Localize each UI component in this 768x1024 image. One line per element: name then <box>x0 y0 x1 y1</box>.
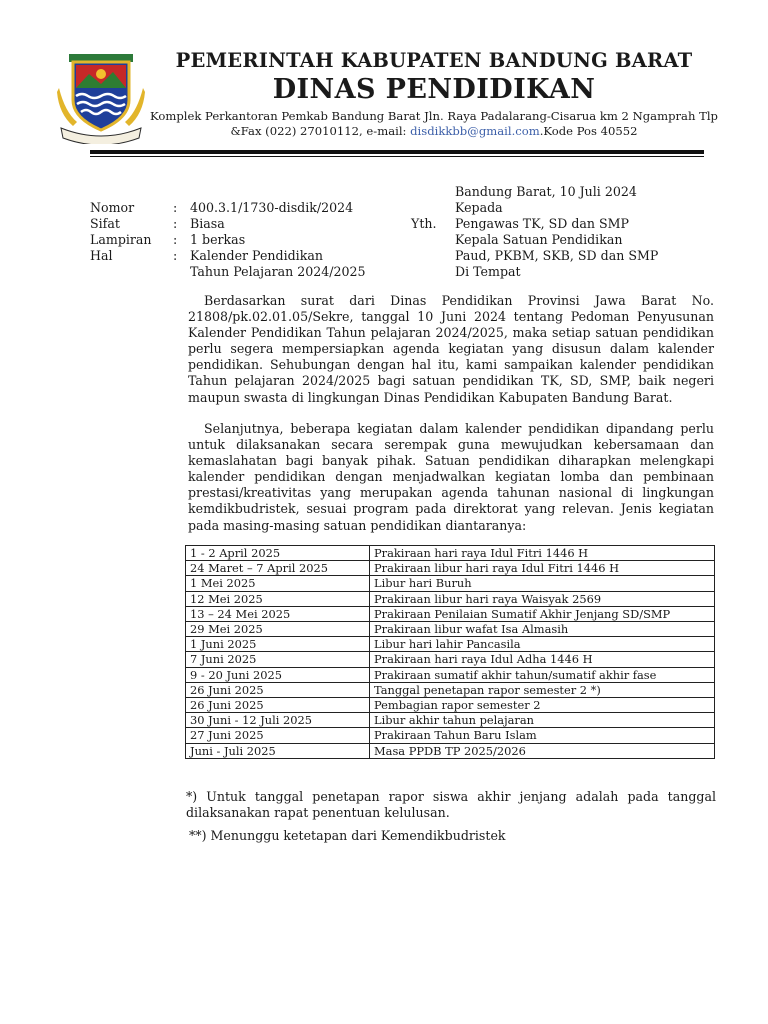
meta-colon: : <box>173 232 178 247</box>
schedule-activity: Prakiraan hari raya Idul Adha 1446 H <box>370 652 715 667</box>
email-link[interactable]: disdikkbb@gmail.com <box>410 124 540 138</box>
table-row <box>186 591 715 606</box>
body-paragraph-1 <box>188 293 714 406</box>
schedule-activity: Libur akhir tahun pelajaran <box>370 713 715 728</box>
schedule-activity: Masa PPDB TP 2025/2026 <box>370 743 715 758</box>
recipient-line: Di Tempat <box>455 264 521 279</box>
table-row <box>186 743 715 758</box>
table-row <box>186 667 715 682</box>
schedule-activity: Prakiraan Tahun Baru Islam <box>370 728 715 743</box>
meta-label-nomor: Nomor <box>90 200 135 215</box>
table-row <box>186 682 715 697</box>
yth-label: Yth. <box>411 216 437 231</box>
recipient-block <box>455 200 658 280</box>
address-line-1: Komplek Perkantoran Pemkab Bandung Barat Jln. Raya Padalarang-Cisarua km 2 Ngamprah Tlp <box>150 109 718 123</box>
address-line-2 <box>150 124 718 138</box>
schedule-activity: Tanggal penetapan rapor semester 2 *) <box>370 682 715 697</box>
schedule-activity: Prakiraan sumatif akhir tahun/sumatif akhir fase <box>370 667 715 682</box>
letterhead-divider-thick <box>90 150 704 154</box>
paragraph-1-text: Berdasarkan surat dari Dinas Pendidikan Provinsi Jawa Barat No. 21808/pk.02.01.05/Sekre, tanggal 10 Juni 2024 tentang Pedoman Penyusunan Kalender Pendidikan Tahun pelajaran 2024/2025, maka setiap satuan pendidikan perlu segera mempersiapkan agenda kegiatan yang disusun dalam kalender pendidikan. Sehubungan dengan hal itu, kami sampaikan kalender pendidikan Tahun pelajaran 2024/2025 bagi satuan pendidikan TK, SD, SMP, baik negeri maupun swasta di lingkungan Dinas Pendidikan Kabupaten Bandung Barat. <box>188 293 714 405</box>
meta-colons <box>173 200 177 264</box>
schedule-date: 13 – 24 Mei 2025 <box>186 606 370 621</box>
meta-label-sifat: Sifat <box>90 216 120 231</box>
table-row <box>186 546 715 561</box>
table-row <box>186 713 715 728</box>
table-row <box>186 606 715 621</box>
table-row <box>186 622 715 637</box>
schedule-date: 29 Mei 2025 <box>186 622 370 637</box>
schedule-date: 26 Juni 2025 <box>186 682 370 697</box>
schedule-date: 27 Juni 2025 <box>186 728 370 743</box>
letter-attachment: 1 berkas <box>190 232 246 247</box>
meta-colon: : <box>173 248 178 263</box>
place-and-date: Bandung Barat, 10 Juli 2024 <box>455 184 637 199</box>
footnote-1: *) Untuk tanggal penetapan rapor siswa akhir jenjang adalah pada tanggal dilaksanakan rapat penentuan kelulusan. <box>186 789 716 821</box>
schedule-date: 26 Juni 2025 <box>186 698 370 713</box>
meta-colon: : <box>173 200 178 215</box>
letterhead-divider-thin <box>90 156 704 157</box>
postal-code: .Kode Pos 40552 <box>539 124 638 138</box>
schedule-date: 1 - 2 April 2025 <box>186 546 370 561</box>
government-name: PEMERINTAH KABUPATEN BANDUNG BARAT <box>175 49 693 72</box>
letter-number: 400.3.1/1730-disdik/2024 <box>190 200 354 215</box>
schedule-activity: Prakiraan libur hari raya Idul Fitri 1446 H <box>370 561 715 576</box>
letter-subject: Kalender Pendidikan <box>190 248 323 263</box>
paragraph-2-text: Selanjutnya, beberapa kegiatan dalam kalender pendidikan dipandang perlu untuk dilaksanakan secara serempak guna mewujudkan kebersamaan dan kemaslahatan bagi banyak pihak. Satuan pendidikan diharapkan melengkapi kalender pendidikan dengan menjadwalkan kegiatan lomba dan pembinaan prestasi/kreativitas yang merupakan agenda tahunan nasional di lingkungan kemdikbudristek, sesuai program pada direktorat yang relevan. Jenis kegiatan pada masing-masing satuan pendidikan diantaranya: <box>188 421 714 533</box>
schedule-activity: Prakiraan libur hari raya Waisyak 2569 <box>370 591 715 606</box>
meta-label-hal: Hal <box>90 248 113 263</box>
letter-subject-line-2: Tahun Pelajaran 2024/2025 <box>190 264 366 279</box>
schedule-date: 1 Mei 2025 <box>186 576 370 591</box>
schedule-date: 9 - 20 Juni 2025 <box>186 667 370 682</box>
schedule-date: 12 Mei 2025 <box>186 591 370 606</box>
table-row <box>186 652 715 667</box>
footnote-2: **) Menunggu ketetapan dari Kemendikbudristek <box>189 828 506 843</box>
regency-emblem-logo <box>55 48 147 144</box>
recipient-line: Kepala Satuan Pendidikan <box>455 232 623 247</box>
schedule-activity: Prakiraan Penilaian Sumatif Akhir Jenjang SD/SMP <box>370 606 715 621</box>
table-row <box>186 728 715 743</box>
recipient-line: Paud, PKBM, SKB, SD dan SMP <box>455 248 659 263</box>
table-row <box>186 637 715 652</box>
table-row <box>186 561 715 576</box>
meta-label-lampiran: Lampiran <box>90 232 152 247</box>
letter-nature: Biasa <box>190 216 225 231</box>
recipient-line: Pengawas TK, SD dan SMP <box>455 216 630 231</box>
schedule-activity: Prakiraan hari raya Idul Fitri 1446 H <box>370 546 715 561</box>
schedule-activity: Libur hari Buruh <box>370 576 715 591</box>
department-name: DINAS PENDIDIKAN <box>272 74 596 105</box>
schedule-date: Juni - Juli 2025 <box>186 743 370 758</box>
table-row <box>186 698 715 713</box>
schedule-date: 24 Maret – 7 April 2025 <box>186 561 370 576</box>
schedule-activity: Pembagian rapor semester 2 <box>370 698 715 713</box>
schedule-activity: Libur hari lahir Pancasila <box>370 637 715 652</box>
table-row <box>186 576 715 591</box>
recipient-line: Kepada <box>455 200 503 215</box>
body-paragraph-2 <box>188 421 714 534</box>
schedule-date: 1 Juni 2025 <box>186 637 370 652</box>
meta-labels <box>90 200 152 264</box>
schedule-date: 30 Juni - 12 Juli 2025 <box>186 713 370 728</box>
meta-colon: : <box>173 216 178 231</box>
address-fax: &Fax (022) 27010112, e-mail: <box>230 124 411 138</box>
schedule-table <box>185 545 715 759</box>
schedule-date: 7 Juni 2025 <box>186 652 370 667</box>
meta-values <box>190 200 366 280</box>
schedule-activity: Prakiraan libur wafat Isa Almasih <box>370 622 715 637</box>
